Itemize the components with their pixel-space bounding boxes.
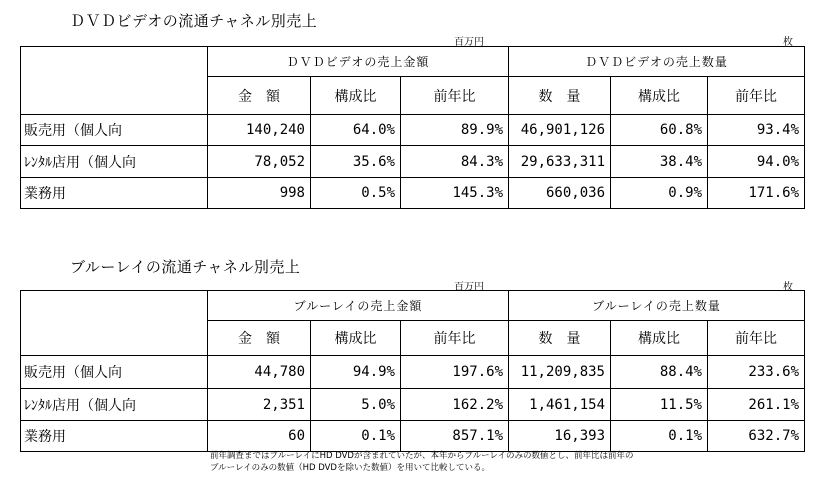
dvd-group-amount: ＤＶＤビデオの売上金額 (208, 47, 509, 77)
row-label: 業務用 (21, 178, 208, 209)
cell-qty-yoy: 171.6% (708, 178, 805, 209)
cell-qty: 29,633,311 (509, 146, 611, 178)
bluray-col-qty-ratio: 構成比 (611, 321, 708, 356)
row-label: 販売用（個人向 (21, 356, 208, 389)
cell-qty: 660,036 (509, 178, 611, 209)
table-row (21, 146, 805, 178)
cell-yoy: 84.3% (401, 146, 509, 178)
dvd-col-qty: 数 量 (509, 77, 611, 115)
cell-qty-ratio: 38.4% (611, 146, 708, 178)
cell-qty-ratio: 0.9% (611, 178, 708, 209)
bluray-group-qty: ブルーレイの売上数量 (509, 291, 805, 321)
bluray-col-ratio: 構成比 (311, 321, 401, 356)
dvd-unit-amount: 百万円 (454, 37, 484, 48)
cell-ratio: 64.0% (311, 115, 401, 146)
dvd-col-qty-yoy: 前年比 (708, 77, 805, 115)
footnote-line-2: ブルーレイのみの数値（HD DVDを除いた数値）を用いて比較している。 (210, 463, 490, 473)
cell-qty-yoy: 261.1% (708, 389, 805, 421)
cell-yoy: 89.9% (401, 115, 509, 146)
dvd-table-title: ＤＶＤビデオの流通チャネル別売上 (70, 12, 318, 30)
row-label: ﾚﾝﾀﾙ店用（個人向 (21, 146, 208, 178)
table-row (21, 356, 805, 389)
bluray-group-amount: ブルーレイの売上金額 (208, 291, 509, 321)
bluray-sales-table (20, 290, 805, 452)
cell-qty: 11,209,835 (509, 356, 611, 389)
bluray-col-yoy: 前年比 (401, 321, 509, 356)
cell-amount: 998 (208, 178, 311, 209)
cell-amount: 44,780 (208, 356, 311, 389)
bluray-table-title: ブルーレイの流通チャネル別売上 (70, 258, 301, 276)
cell-qty-ratio: 11.5% (611, 389, 708, 421)
cell-ratio: 35.6% (311, 146, 401, 178)
bluray-col-qty-yoy: 前年比 (708, 321, 805, 356)
bluray-col-qty: 数 量 (509, 321, 611, 356)
bluray-col-amount: 金 額 (208, 321, 311, 356)
cell-yoy: 145.3% (401, 178, 509, 209)
dvd-col-amount: 金 額 (208, 77, 311, 115)
cell-qty-yoy: 632.7% (708, 421, 805, 452)
cell-amount: 60 (208, 421, 311, 452)
table-row (21, 115, 805, 146)
cell-qty-ratio: 88.4% (611, 356, 708, 389)
cell-qty: 16,393 (509, 421, 611, 452)
cell-yoy: 162.2% (401, 389, 509, 421)
cell-qty-yoy: 233.6% (708, 356, 805, 389)
cell-amount: 140,240 (208, 115, 311, 146)
dvd-col-ratio: 構成比 (311, 77, 401, 115)
row-label: 業務用 (21, 421, 208, 452)
bluray-unit-qty: 枚 (783, 282, 793, 293)
table-row (21, 389, 805, 421)
bluray-header-blank (21, 291, 208, 356)
dvd-sales-table (20, 46, 805, 209)
cell-qty-yoy: 94.0% (708, 146, 805, 178)
cell-yoy: 857.1% (401, 421, 509, 452)
dvd-col-yoy: 前年比 (401, 77, 509, 115)
table-row (21, 178, 805, 209)
row-label: 販売用（個人向 (21, 115, 208, 146)
dvd-header-blank (21, 47, 208, 115)
cell-qty-ratio: 60.8% (611, 115, 708, 146)
cell-qty-ratio: 0.1% (611, 421, 708, 452)
cell-qty: 1,461,154 (509, 389, 611, 421)
dvd-group-qty: ＤＶＤビデオの売上数量 (509, 47, 805, 77)
bluray-unit-amount: 百万円 (454, 282, 484, 293)
dvd-col-qty-ratio: 構成比 (611, 77, 708, 115)
cell-qty: 46,901,126 (509, 115, 611, 146)
cell-ratio: 94.9% (311, 356, 401, 389)
footnote-line-1: 前年調査まではブルーレイにHD DVDが含まれていたが、本年からブルーレイのみの数値とし、前年比は前年の (210, 451, 634, 461)
cell-amount: 78,052 (208, 146, 311, 178)
cell-amount: 2,351 (208, 389, 311, 421)
dvd-unit-qty: 枚 (783, 37, 793, 48)
cell-qty-yoy: 93.4% (708, 115, 805, 146)
cell-ratio: 0.1% (311, 421, 401, 452)
table-row (21, 421, 805, 452)
cell-ratio: 5.0% (311, 389, 401, 421)
cell-yoy: 197.6% (401, 356, 509, 389)
row-label: ﾚﾝﾀﾙ店用（個人向 (21, 389, 208, 421)
cell-ratio: 0.5% (311, 178, 401, 209)
